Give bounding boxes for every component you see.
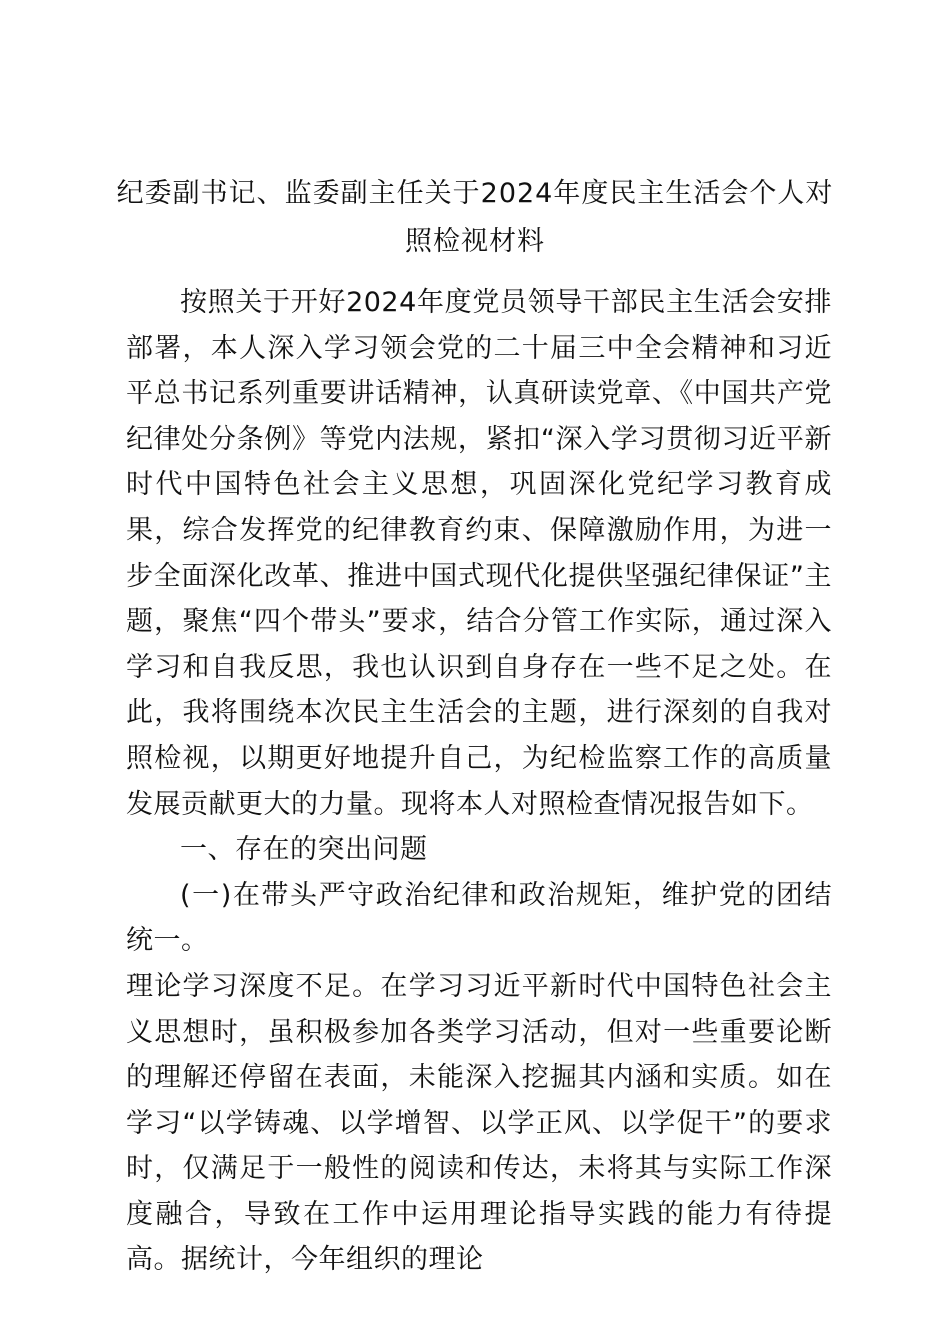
section-heading: 一、存在的突出问题 [180,834,428,866]
document-title: 纪委副书记、监委副主任关于2024年度民主生活会个人对照检视材料 [116,178,834,257]
paragraph-intro: 按照关于开好2024年度党员领导干部民主生活会安排部署，本人深入学习领会党的二十届三中全会精神和习近平总书记系列重要讲话精神，认真研读党章、《中国共产党纪律处分条例》等党内法规，紧扣“深入学习贯彻习近平新时代中国特色社会主义思想，巩固深化党纪学习教育成果，综合发挥党的纪律教育约束、保障激励作用，为进一步全面深化改革、推进中国式现代化提供坚强纪律保证”主题，聚焦“四个带头”要求，结合分管工作实际，通过深入学习和自我反思，我也认识到自身存在一些不足之处。在此，我将围绕本次民主生活会的主题，进行深刻的自我对照检视，以期更好地提升自己，为纪检监察工作的高质量发展贡献更大的力量。现将本人对照检查情况报告如下。 [126,287,832,820]
paragraph-theory-study: 理论学习深度不足。在学习习近平新时代中国特色社会主义思想时，虽积极参加各类学习活动，但对一些重要论断的理解还停留在表面，未能深入挖掘其内涵和实质。如在学习“以学铸魂、以学增智、以学正风、以学促干”的要求时，仅满足于一般性的阅读和传达，未将其与实际工作深度融合，导致在工作中运用理论指导实践的能力有待提高。据统计，今年组织的理论 [126,970,832,1276]
subsection-heading: (一)在带头严守政治纪律和政治规矩，维护党的团结统一。 [126,879,832,957]
document-body [126,280,832,1283]
